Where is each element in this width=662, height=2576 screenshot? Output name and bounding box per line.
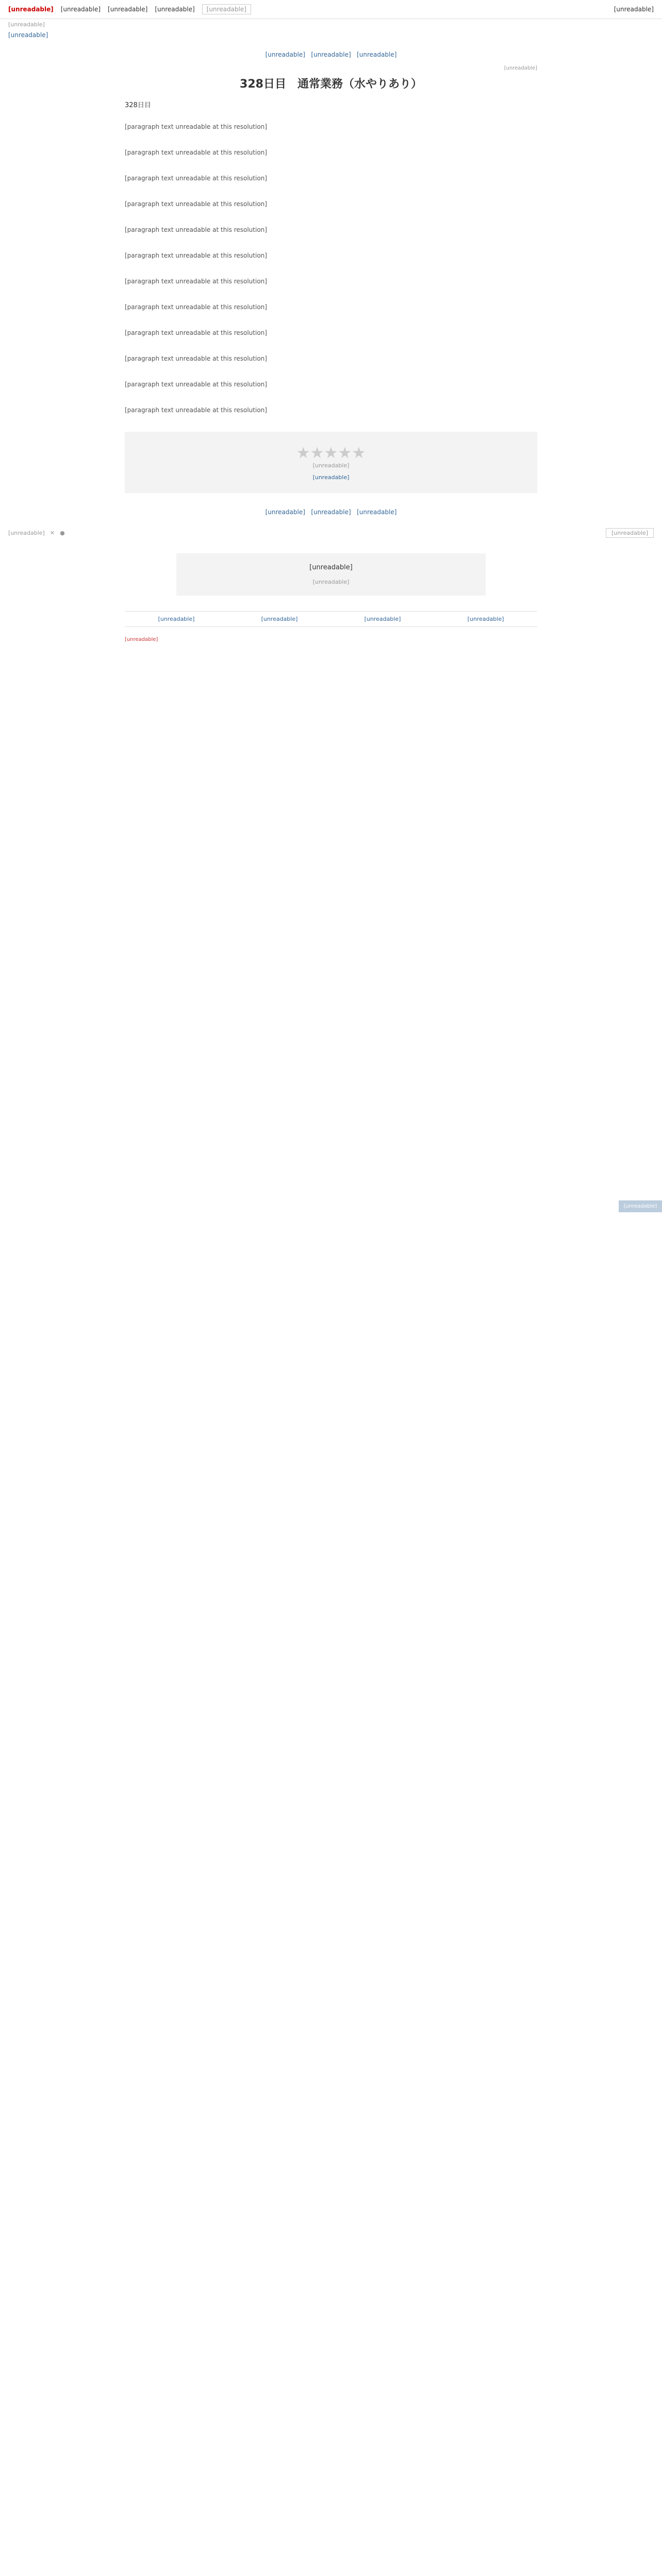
story-paragraph: [paragraph text unreadable at this resolution] [125, 123, 267, 130]
page-count: [unreadable] [504, 65, 537, 71]
breadcrumb[interactable]: [unreadable] [8, 31, 48, 39]
nav-link-3[interactable]: [unreadable] [155, 6, 195, 13]
story-paragraph: [paragraph text unreadable at this resolution] [125, 329, 267, 336]
prev-link[interactable]: [unreadable] [265, 51, 305, 58]
novel-body [125, 51, 537, 516]
story-paragraph: [paragraph text unreadable at this resolution] [125, 149, 267, 156]
story-paragraph: [paragraph text unreadable at this resolution] [125, 226, 267, 233]
login-notice: [unreadable] [8, 21, 45, 28]
prev-link-bottom[interactable]: [unreadable] [265, 509, 305, 516]
top-bar [0, 0, 662, 19]
footer-link-1[interactable]: [unreadable] [158, 616, 195, 622]
story-paragraph: [paragraph text unreadable at this resolution] [125, 381, 267, 388]
like-button[interactable]: [unreadable] [312, 474, 350, 481]
footer-nav [125, 611, 537, 627]
footer-link-3[interactable]: [unreadable] [364, 616, 401, 622]
site-logo[interactable]: [unreadable] [8, 6, 54, 13]
top-right-link[interactable]: [unreadable] [614, 6, 654, 13]
nav-link-2[interactable]: [unreadable] [108, 6, 148, 13]
star-rating[interactable]: ★★★★★ [296, 444, 366, 462]
x-share-icon[interactable]: ✕ [49, 530, 55, 536]
story-paragraph: [paragraph text unreadable at this resolution] [125, 175, 267, 182]
toc-link[interactable]: [unreadable] [311, 51, 351, 58]
footer-notes: [unreadable] [125, 637, 158, 642]
line-share-icon[interactable]: ● [60, 530, 65, 536]
story-paragraph: [paragraph text unreadable at this resolution] [125, 406, 267, 414]
story-paragraph: [paragraph text unreadable at this resolution] [125, 303, 267, 311]
nav-link-1[interactable]: [unreadable] [60, 6, 101, 13]
footer-link-4[interactable]: [unreadable] [467, 616, 504, 622]
story-paragraph: [paragraph text unreadable at this resolution] [125, 252, 267, 259]
review-title: [unreadable] [309, 564, 353, 571]
rating-notice: [unreadable] [312, 462, 350, 469]
day-label: 328日目 [125, 101, 151, 109]
rating-box [125, 432, 537, 493]
footer-link-2[interactable]: [unreadable] [261, 616, 298, 622]
share-row [0, 528, 662, 538]
pager-top [125, 51, 537, 58]
review-notice: [unreadable] [312, 579, 350, 585]
share-label: [unreadable] [8, 530, 45, 536]
story-paragraph: [paragraph text unreadable at this resolution] [125, 278, 267, 285]
next-link-bottom[interactable]: [unreadable] [357, 509, 397, 516]
chapter-title: 328日目 通常業務（水やりあり） [240, 78, 422, 91]
search-input[interactable]: [unreadable] [202, 4, 251, 14]
bookmark-button[interactable]: [unreadable] [606, 528, 654, 538]
next-link[interactable]: [unreadable] [357, 51, 397, 58]
toc-link-bottom[interactable]: [unreadable] [311, 509, 351, 516]
review-box [176, 553, 486, 596]
paragraph-list [125, 121, 537, 416]
story-paragraph: [paragraph text unreadable at this resolution] [125, 355, 267, 362]
pager-bottom [125, 509, 537, 516]
story-paragraph: [paragraph text unreadable at this resolution] [125, 200, 267, 208]
side-tab[interactable]: [unreadable] [619, 1200, 662, 1212]
